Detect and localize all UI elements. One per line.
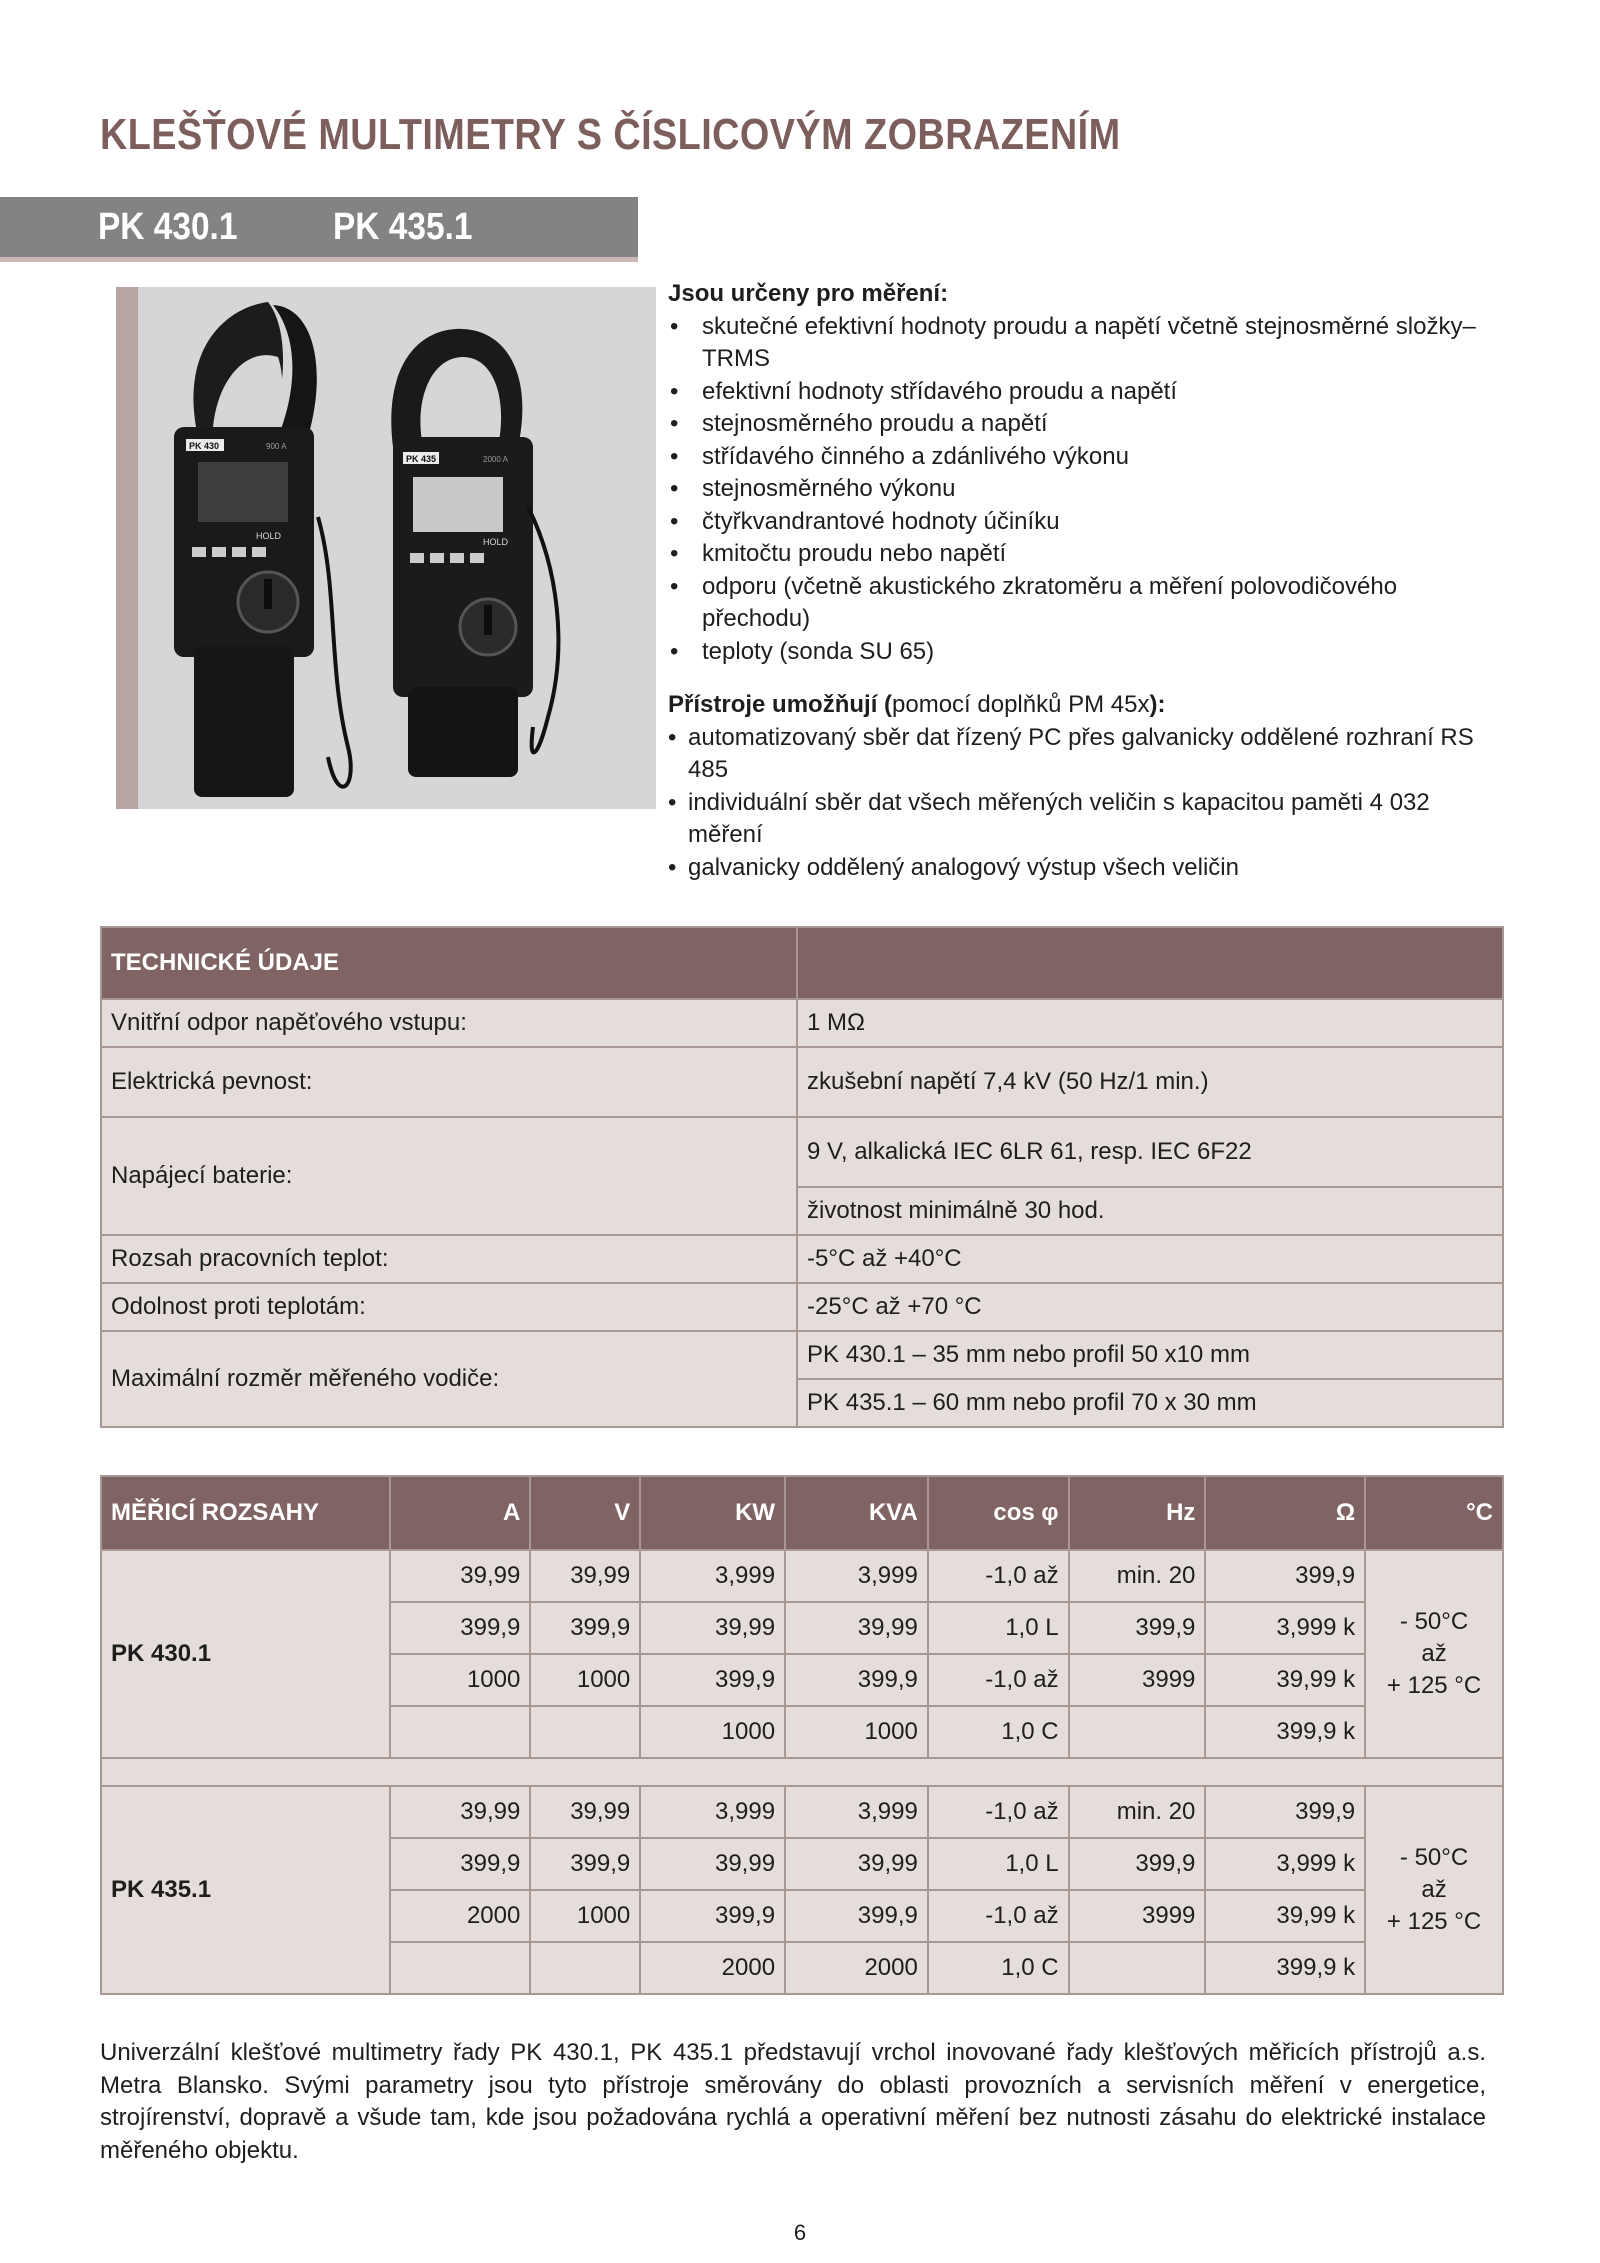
ranges-cell: 39,99 k <box>1205 1890 1365 1942</box>
technical-data-table <box>100 926 1504 1428</box>
ranges-cell: -1,0 až <box>928 1654 1069 1706</box>
tech-row <box>101 1117 1503 1187</box>
ranges-cell: 3999 <box>1069 1890 1206 1942</box>
ranges-cell <box>1069 1942 1206 1994</box>
ranges-cell <box>530 1706 640 1758</box>
ranges-temp-line: + 125 °C <box>1386 1908 1482 1935</box>
ranges-cell: 399,9 <box>1205 1786 1365 1838</box>
purpose-item: • skutečné efektivní hodnoty proudu a napětí včetně stejnosměrné složky–TRMS <box>668 311 1498 376</box>
photo-badge-right: 2000 A <box>483 455 508 464</box>
tech-label: Maximální rozměr měřeného vodiče: <box>101 1331 797 1427</box>
ranges-temp-line: + 125 °C <box>1386 1672 1482 1699</box>
purpose-item: • teploty (sonda SU 65) <box>668 636 1498 669</box>
features-heading-part2: pomocí doplňků PM 45x <box>892 691 1150 718</box>
purpose-heading: Jsou určeny pro měření: <box>668 280 949 307</box>
features-heading-part1: Přístroje umožňují ( <box>668 691 893 718</box>
feature-item: • galvanicky oddělený analogový výstup všech veličin <box>668 852 1498 885</box>
ranges-header-cell: Hz <box>1069 1476 1206 1550</box>
ranges-cell: 399,9 <box>640 1890 785 1942</box>
ranges-cell: 39,99 <box>390 1550 531 1602</box>
ranges-cell: 399,9 <box>640 1654 785 1706</box>
tech-header-cell: TECHNICKÉ ÚDAJE <box>101 927 797 999</box>
ranges-cell <box>1069 1706 1206 1758</box>
photo-hold-left: HOLD <box>256 531 282 541</box>
tech-label: Vnitřní odpor napěťového vstupu: <box>101 999 797 1047</box>
ranges-cell: 3,999 k <box>1205 1838 1365 1890</box>
tech-row <box>101 1235 1503 1283</box>
ranges-cell: 3,999 <box>785 1550 928 1602</box>
tech-value: zkušební napětí 7,4 kV (50 Hz/1 min.) <box>797 1047 1503 1117</box>
ranges-cell: 3,999 k <box>1205 1602 1365 1654</box>
tech-label: Odolnost proti teplotám: <box>101 1283 797 1331</box>
ranges-separator-row <box>101 1758 1503 1786</box>
ranges-header-row <box>101 1476 1503 1550</box>
ranges-cell: 399,9 <box>390 1838 531 1890</box>
ranges-cell: 3,999 <box>785 1786 928 1838</box>
ranges-cell: 1000 <box>530 1654 640 1706</box>
model-label-pk435: PK 435.1 <box>333 206 473 248</box>
ranges-cell: 39,99 <box>785 1602 928 1654</box>
clamp-meters-illustration <box>138 287 656 809</box>
ranges-cell: 399,9 k <box>1205 1942 1365 1994</box>
ranges-temp-line: - 50°C <box>1399 1844 1469 1871</box>
tech-row <box>101 1047 1503 1117</box>
photo-badge-left: 900 A <box>266 442 287 451</box>
ranges-cell: 1,0 C <box>928 1706 1069 1758</box>
ranges-header-cell: A <box>390 1476 531 1550</box>
ranges-row <box>101 1786 1503 1838</box>
tech-label: Napájecí baterie: <box>101 1117 797 1235</box>
tech-value: 1 MΩ <box>797 999 1503 1047</box>
ranges-cell: 399,9 <box>1069 1838 1206 1890</box>
product-photo <box>116 287 656 809</box>
purpose-item: • čtyřkvandrantové hodnoty účiníku <box>668 506 1498 539</box>
tech-value: životnost minimálně 30 hod. <box>797 1187 1503 1235</box>
ranges-temp-cell <box>1365 1786 1503 1994</box>
ranges-cell: 399,9 <box>1205 1550 1365 1602</box>
ranges-cell: 3,999 <box>640 1786 785 1838</box>
purpose-item: • střídavého činného a zdánlivého výkonu <box>668 441 1498 474</box>
purpose-item: • efektivní hodnoty střídavého proudu a napětí <box>668 376 1498 409</box>
tech-value: 9 V, alkalická IEC 6LR 61, resp. IEC 6F22 <box>797 1117 1503 1187</box>
ranges-cell: 39,99 <box>640 1602 785 1654</box>
tech-row <box>101 999 1503 1047</box>
ranges-header-cell: cos φ <box>928 1476 1069 1550</box>
ranges-cell: 3,999 <box>640 1550 785 1602</box>
ranges-cell: 399,9 <box>530 1602 640 1654</box>
tech-row <box>101 1331 1503 1379</box>
ranges-cell: 399,9 <box>785 1890 928 1942</box>
ranges-cell: 399,9 <box>785 1654 928 1706</box>
tech-value: PK 430.1 – 35 mm nebo profil 50 x10 mm <box>797 1331 1503 1379</box>
ranges-cell: min. 20 <box>1069 1786 1206 1838</box>
tech-header-empty <box>797 927 1503 999</box>
model-bar <box>0 197 638 262</box>
ranges-header-cell: KW <box>640 1476 785 1550</box>
ranges-temp-line: až <box>1421 1876 1447 1903</box>
ranges-model-label: PK 435.1 <box>101 1786 390 1994</box>
ranges-cell: 3999 <box>1069 1654 1206 1706</box>
ranges-cell: -1,0 až <box>928 1890 1069 1942</box>
tech-label: Elektrická pevnost: <box>101 1047 797 1117</box>
ranges-cell: 39,99 <box>785 1838 928 1890</box>
ranges-header-cell: MĚŘICÍ ROZSAHY <box>101 1476 390 1550</box>
tech-value: PK 435.1 – 60 mm nebo profil 70 x 30 mm <box>797 1379 1503 1427</box>
photo-hold-right: HOLD <box>483 537 509 547</box>
ranges-cell: 39,99 <box>640 1838 785 1890</box>
ranges-cell: 2000 <box>390 1890 531 1942</box>
purpose-item: • stejnosměrného výkonu <box>668 473 1498 506</box>
purpose-item: • stejnosměrného proudu a napětí <box>668 408 1498 441</box>
ranges-cell: 399,9 <box>1069 1602 1206 1654</box>
ranges-cell <box>390 1942 531 1994</box>
page-title: KLEŠŤOVÉ MULTIMETRY S ČÍSLICOVÝM ZOBRAZENÍM <box>100 110 1121 159</box>
ranges-cell <box>390 1706 531 1758</box>
ranges-row <box>101 1550 1503 1602</box>
photo-label-left: PK 430 <box>189 441 220 451</box>
features-heading-part3: ): <box>1149 691 1166 718</box>
tech-value: -25°C až +70 °C <box>797 1283 1503 1331</box>
ranges-cell: -1,0 až <box>928 1786 1069 1838</box>
tech-label: Rozsah pracovních teplot: <box>101 1235 797 1283</box>
ranges-cell: 39,99 k <box>1205 1654 1365 1706</box>
ranges-cell: 1000 <box>785 1706 928 1758</box>
ranges-cell: 399,9 <box>530 1838 640 1890</box>
ranges-header-cell: V <box>530 1476 640 1550</box>
ranges-temp-line: až <box>1421 1640 1447 1667</box>
tech-value: -5°C až +40°C <box>797 1235 1503 1283</box>
ranges-cell: 1000 <box>390 1654 531 1706</box>
ranges-cell: 39,99 <box>530 1550 640 1602</box>
ranges-temp-line: - 50°C <box>1399 1608 1469 1635</box>
tech-row <box>101 1283 1503 1331</box>
ranges-cell: 1,0 C <box>928 1942 1069 1994</box>
ranges-cell: 1000 <box>640 1706 785 1758</box>
clamp-meter-right <box>391 329 558 777</box>
ranges-cell: 399,9 k <box>1205 1706 1365 1758</box>
model-label-pk430: PK 430.1 <box>98 206 238 248</box>
purpose-item: • odporu (včetně akustického zkratoměru a měření polovodičového přechodu) <box>668 571 1498 636</box>
photo-label-right: PK 435 <box>406 454 437 464</box>
ranges-cell: -1,0 až <box>928 1550 1069 1602</box>
ranges-cell: 2000 <box>785 1942 928 1994</box>
ranges-cell <box>530 1942 640 1994</box>
ranges-header-cell: °C <box>1365 1476 1503 1550</box>
ranges-cell: 39,99 <box>530 1786 640 1838</box>
tech-header-row <box>101 927 1503 999</box>
ranges-header-cell: KVA <box>785 1476 928 1550</box>
ranges-cell: 1,0 L <box>928 1602 1069 1654</box>
ranges-temp-cell <box>1365 1550 1503 1758</box>
ranges-cell: 1,0 L <box>928 1838 1069 1890</box>
clamp-meter-left <box>174 302 351 797</box>
ranges-separator <box>101 1758 1503 1786</box>
ranges-cell: 399,9 <box>390 1602 531 1654</box>
page-number: 6 <box>793 2220 807 2245</box>
measuring-ranges-table <box>100 1475 1504 1995</box>
ranges-cell: min. 20 <box>1069 1550 1206 1602</box>
ranges-header-cell: Ω <box>1205 1476 1365 1550</box>
ranges-cell: 2000 <box>640 1942 785 1994</box>
ranges-model-label: PK 430.1 <box>101 1550 390 1758</box>
description-paragraph: Univerzální klešťové multimetry řady PK 430.1, PK 435.1 představují vrchol inovované řady klešťových měřicích přístrojů a.s. Metra Blansko. Svými parametry jsou tyto přístroje směrovány do oblasti provozních a servisních měření v energetice, strojírenství, dopravě a všude tam, kde jsou požadována rychlá a operativní měření bez nutnosti zásahu do elektrické instalace měřeného objektu. <box>100 2039 1486 2164</box>
features-heading <box>668 689 1498 722</box>
ranges-cell: 39,99 <box>390 1786 531 1838</box>
feature-item: • individuální sběr dat všech měřených veličin s kapacitou paměti 4 032 měření <box>668 787 1498 852</box>
purpose-section <box>668 278 1498 884</box>
ranges-cell: 1000 <box>530 1890 640 1942</box>
purpose-item: • kmitočtu proudu nebo napětí <box>668 538 1498 571</box>
feature-item: • automatizovaný sběr dat řízený PC přes galvanicky oddělené rozhraní RS 485 <box>668 722 1498 787</box>
